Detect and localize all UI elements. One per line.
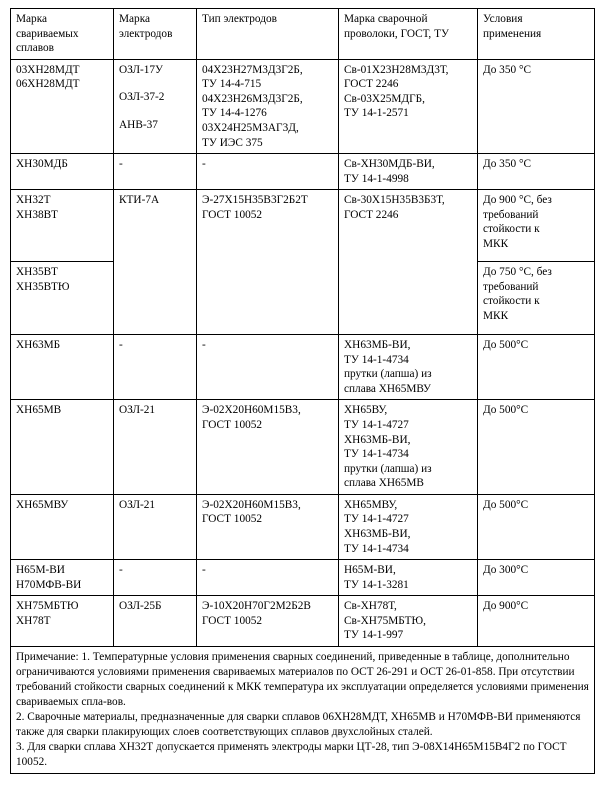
column-header-welding-wire: Марка сварочной проволоки, ГОСТ, ТУ bbox=[339, 9, 478, 60]
cell-conditions: До 350 °С bbox=[478, 59, 595, 153]
column-header-electrode: Марка электродов bbox=[114, 9, 197, 60]
cell-conditions: До 500°С bbox=[478, 494, 595, 559]
cell-welding-wire: ХН63МБ-ВИ, ТУ 14-1-4734 прутки (лапша) из сплава ХН65МВУ bbox=[339, 335, 478, 400]
spacer bbox=[119, 77, 192, 90]
table-row bbox=[11, 190, 595, 262]
cell-electrode: ОЗЛ-17У ОЗЛ-37-2 АНВ-37 bbox=[114, 59, 197, 153]
cell-conditions: До 900 °С, без требований стойкости к МКК bbox=[478, 190, 595, 262]
cell-alloy: ХН35ВТ ХН35ВТЮ bbox=[11, 262, 114, 335]
cell-conditions: До 500°С bbox=[478, 335, 595, 400]
cell-conditions: До 300°С bbox=[478, 560, 595, 596]
cell-alloy: 03ХН28МДТ 06ХН28МДТ bbox=[11, 59, 114, 153]
cell-electrode: КТИ-7А bbox=[114, 190, 197, 335]
note-2: 2. Сварочные материалы, предназначенные для сварки сплавов 06ХН28МДТ, ХН65МВ и Н70МФВ-ВИ применяются также для сварки плакирующих слоев соответствующих сплавов двухслойных сталей. bbox=[16, 710, 581, 738]
table-row bbox=[11, 335, 595, 400]
note-3: 3. Для сварки сплава ХН32Т допускается применять электроды марки ЦТ-28, тип Э-08Х14Н65М15В4Г2 по ГОСТ 10052. bbox=[16, 740, 567, 768]
column-header-conditions: Условия применения bbox=[478, 9, 595, 60]
cell-electrode: - bbox=[114, 560, 197, 596]
notes-cell bbox=[11, 646, 595, 773]
cell-electrode: ОЗЛ-21 bbox=[114, 400, 197, 494]
cell-welding-wire: Св-01Х23Н28М3Д3Т, ГОСТ 2246 Св-03Х25МДГБ, ТУ 14-1-2571 bbox=[339, 59, 478, 153]
cell-welding-wire: Н65М-ВИ, ТУ 14-1-3281 bbox=[339, 560, 478, 596]
cell-alloy: ХН75МБТЮ ХН78Т bbox=[11, 596, 114, 647]
cell-electrode: - bbox=[114, 154, 197, 190]
cell-conditions: До 500°С bbox=[478, 400, 595, 494]
table-notes-row bbox=[11, 646, 595, 773]
cell-alloy: Н65М-ВИ Н70МФВ-ВИ bbox=[11, 560, 114, 596]
cell-alloy: ХН63МБ bbox=[11, 335, 114, 400]
cell-electrode: ОЗЛ-25Б bbox=[114, 596, 197, 647]
cell-electrode-type: Э-02Х20Н60М15В3, ГОСТ 10052 bbox=[197, 494, 339, 559]
cell-conditions: До 750 °С, без требований стойкости к МКК bbox=[478, 262, 595, 335]
table-header-row bbox=[11, 9, 595, 60]
cell-welding-wire: ХН65ВУ, ТУ 14-1-4727 ХН63МБ-ВИ, ТУ 14-1-4734 прутки (лапша) из сплава ХН65МВ bbox=[339, 400, 478, 494]
table-row bbox=[11, 154, 595, 190]
cell-welding-wire: Св-30Х15Н35В3Б3Т, ГОСТ 2246 bbox=[339, 190, 478, 335]
cell-electrode-type: - bbox=[197, 335, 339, 400]
cell-alloy: ХН30МДБ bbox=[11, 154, 114, 190]
column-header-alloy: Марка свариваемых сплавов bbox=[11, 9, 114, 60]
table-row bbox=[11, 494, 595, 559]
cell-conditions: До 350 °С bbox=[478, 154, 595, 190]
cell-electrode-type: Э-27Х15Н35В3Г2Б2Т ГОСТ 10052 bbox=[197, 190, 339, 335]
cell-electrode: - bbox=[114, 335, 197, 400]
cell-alloy: ХН32Т ХН38ВТ bbox=[11, 190, 114, 262]
cell-electrode-type: - bbox=[197, 560, 339, 596]
cell-alloy: ХН65МВ bbox=[11, 400, 114, 494]
cell-alloy: ХН65МВУ bbox=[11, 494, 114, 559]
table-row bbox=[11, 59, 595, 153]
table-row bbox=[11, 400, 595, 494]
cell-welding-wire: ХН65МВУ, ТУ 14-1-4727 ХН63МБ-ВИ, ТУ 14-1-4734 bbox=[339, 494, 478, 559]
cell-electrode-type: - bbox=[197, 154, 339, 190]
table-row bbox=[11, 596, 595, 647]
cell-welding-wire: Св-ХН78Т, Св-ХН75МБТЮ, ТУ 14-1-997 bbox=[339, 596, 478, 647]
cell-electrode: ОЗЛ-21 bbox=[114, 494, 197, 559]
table-row bbox=[11, 560, 595, 596]
welding-materials-table bbox=[10, 8, 595, 774]
cell-electrode-type: 04Х23Н27М3Д3Г2Б, ТУ 14-4-715 04Х23Н26М3Д3Г2Б, ТУ 14-4-1276 03Х24Н25М3АГ3Д, ТУ ИЭС 375 bbox=[197, 59, 339, 153]
column-header-electrode-type: Тип электродов bbox=[197, 9, 339, 60]
note-1: Примечание: 1. Температурные условия применения сварных соединений, приведенные в таблице, дополнительно ограничиваются условиями применения свариваемых материалов по ОСТ 26-291 и ОСТ 26-01-858. При отсутствии требований стойкости сварных соединений к МКК температура их эксплуатации определяется условиями применения свариваемых спла-вов. bbox=[16, 650, 589, 708]
cell-conditions: До 900°С bbox=[478, 596, 595, 647]
cell-electrode-type: Э-10Х20Н70Г2М2Б2В ГОСТ 10052 bbox=[197, 596, 339, 647]
spacer bbox=[119, 105, 192, 118]
cell-welding-wire: Св-ХН30МДБ-ВИ, ТУ 14-1-4998 bbox=[339, 154, 478, 190]
cell-electrode-type: Э-02Х20Н60М15В3, ГОСТ 10052 bbox=[197, 400, 339, 494]
